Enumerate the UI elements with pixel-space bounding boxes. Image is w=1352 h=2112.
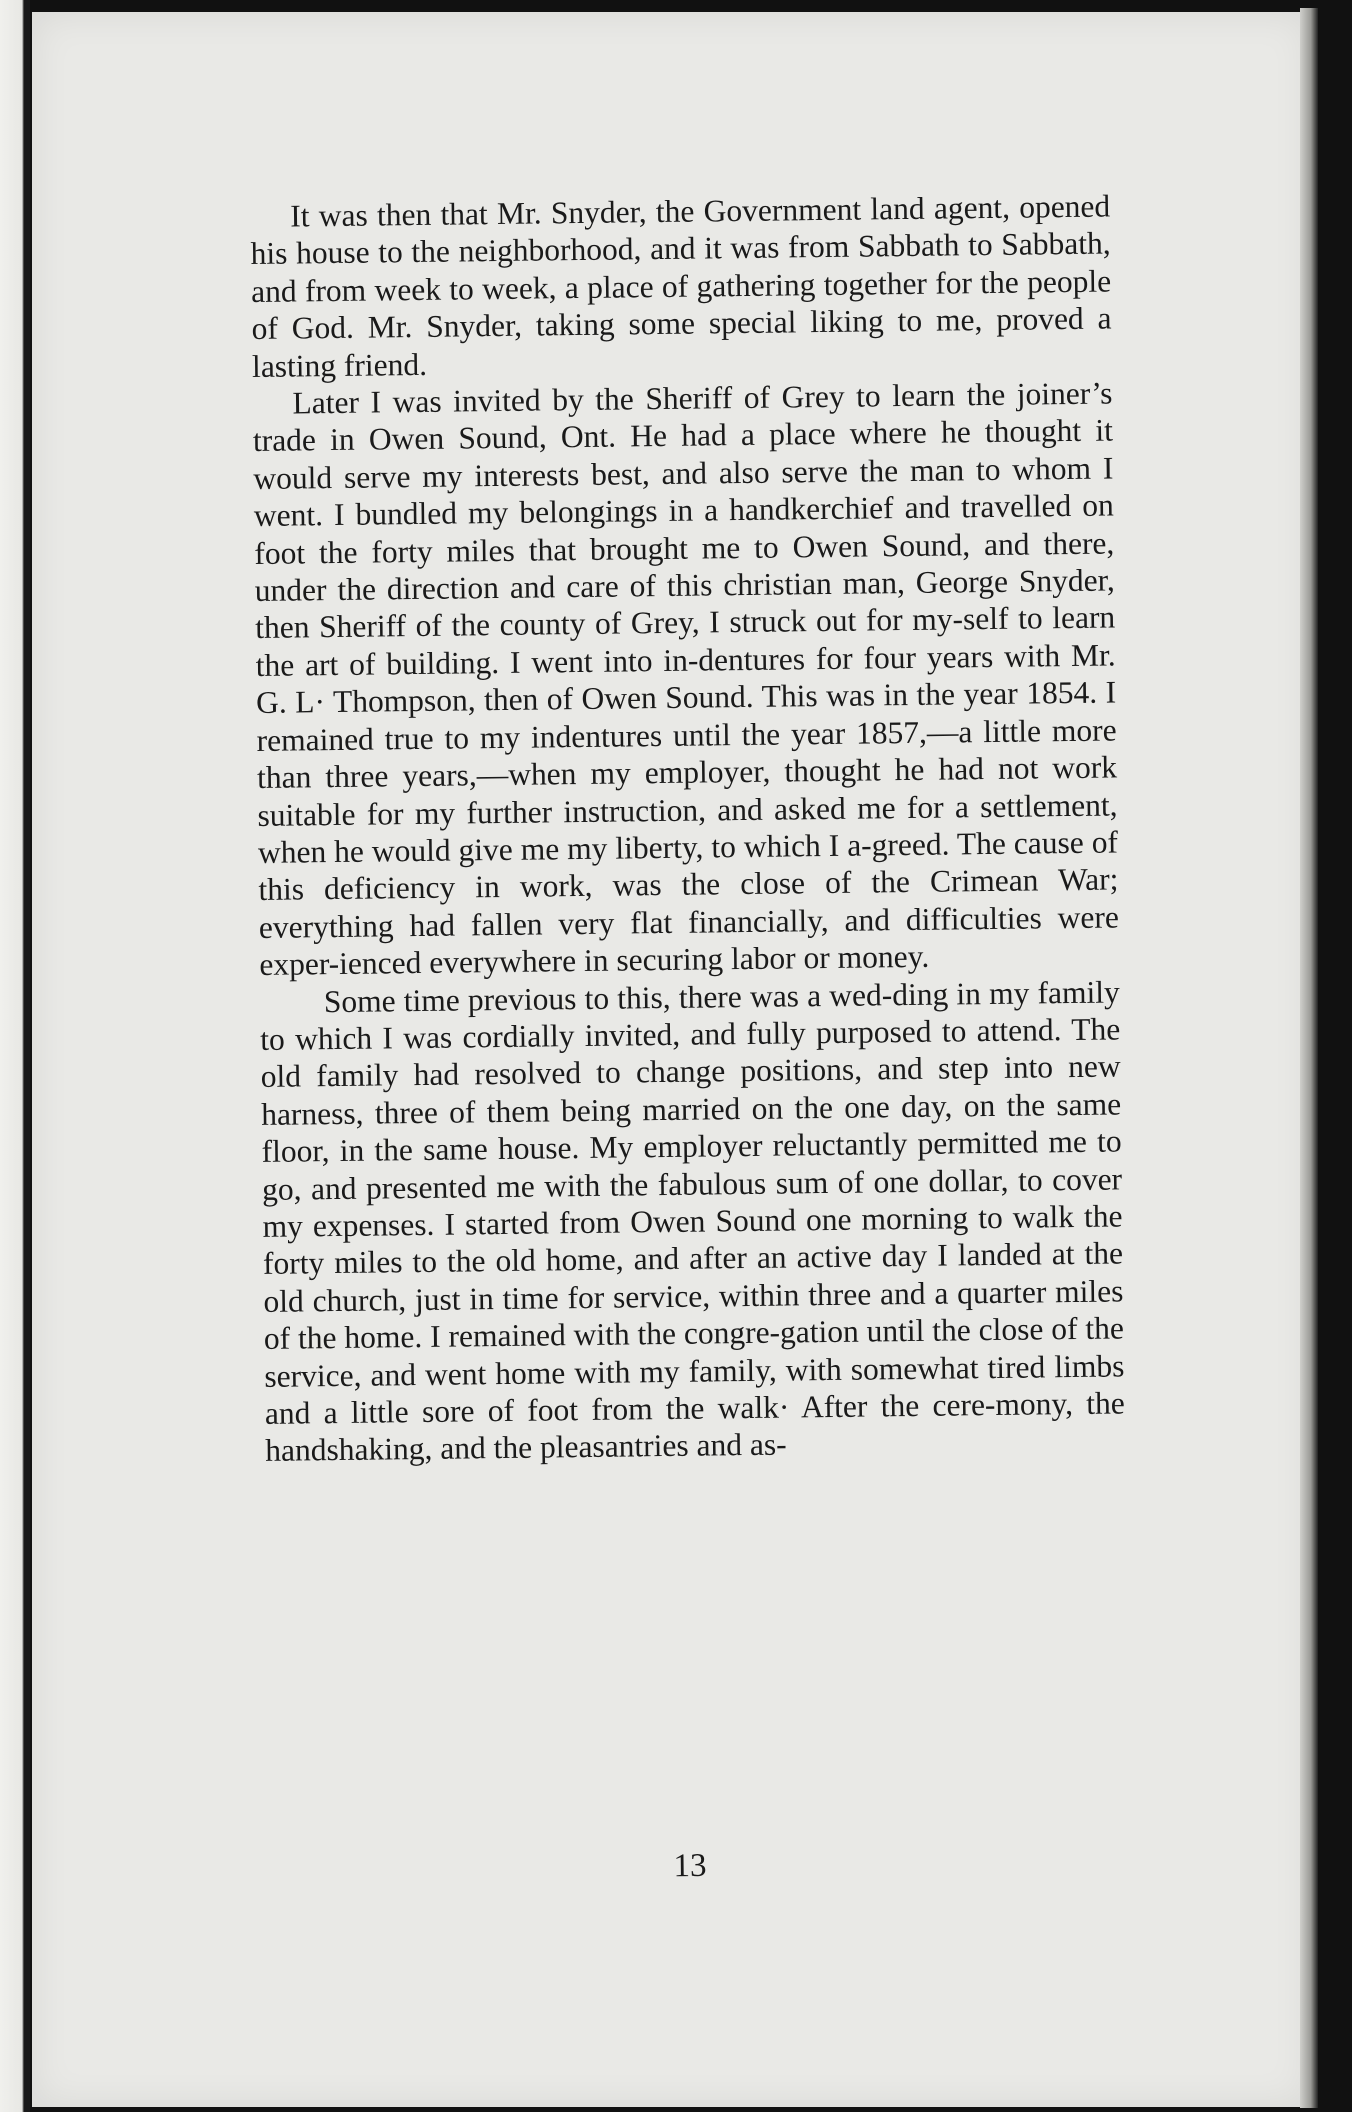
paragraph-1: It was then that Mr. Snyder, the Government land agent, opened his house to the neighborhood, and it was from Sabbath to Sabbath, and from week to week, a place of gathering together for the people of God. Mr. Snyder, taking some special liking to me, proved a lasting friend. xyxy=(250,188,1112,384)
left-page-edge xyxy=(0,0,30,2112)
paragraph-2: Later I was invited by the Sheriff of Grey to learn the joiner’s trade in Owen Sound, Ont. He had a place where he thought it would serve my interests best, and also serve the man to whom I went. I bundled my belongings in a handkerchief and travelled on foot the forty miles that brought me to Owen Sound, and there, under the direction and care of this christian man, George Snyder, then Sheriff of the county of Grey, I struck out for my-self to learn the art of building. I went into in-dentures for four years with Mr. G. L· Thompson, then of Owen Sound. This was in the year 1854. I remained true to my indentures until the year 1857,—a little more than three years,—when my employer, thought he had not work suitable for my further instruction, and asked me for a settlement, when he would give me my liberty, to which I a-greed. The cause of this deficiency in work, was the close of the Crimean War; everything had fallen very flat financially, and difficulties were exper-ienced everywhere in securing labor or money. xyxy=(252,375,1120,983)
right-page-edge xyxy=(1300,8,1318,2108)
page-number: 13 xyxy=(673,1847,707,1885)
body-text xyxy=(250,187,1125,1469)
paragraph-3: Some time previous to this, there was a wed-ding in my family to which I was cordially invited, and fully purposed to attend. The old family had resolved to change positions, and step into new harness, three of them being married on the one day, on the same floor, in the same house. My employer reluctantly permitted me to go, and presented me with the fabulous sum of one dollar, to cover my expenses. I started from Owen Sound one morning to walk the forty miles to the old home, and after an active day I landed at the old church, just in time for service, within three and a quarter miles of the home. I remained with the congre-gation until the close of the service, and went home with my family, with somewhat tired limbs and a little sore of foot from the walk· After the cere-mony, the handshaking, and the pleasantries and as- xyxy=(260,973,1125,1469)
